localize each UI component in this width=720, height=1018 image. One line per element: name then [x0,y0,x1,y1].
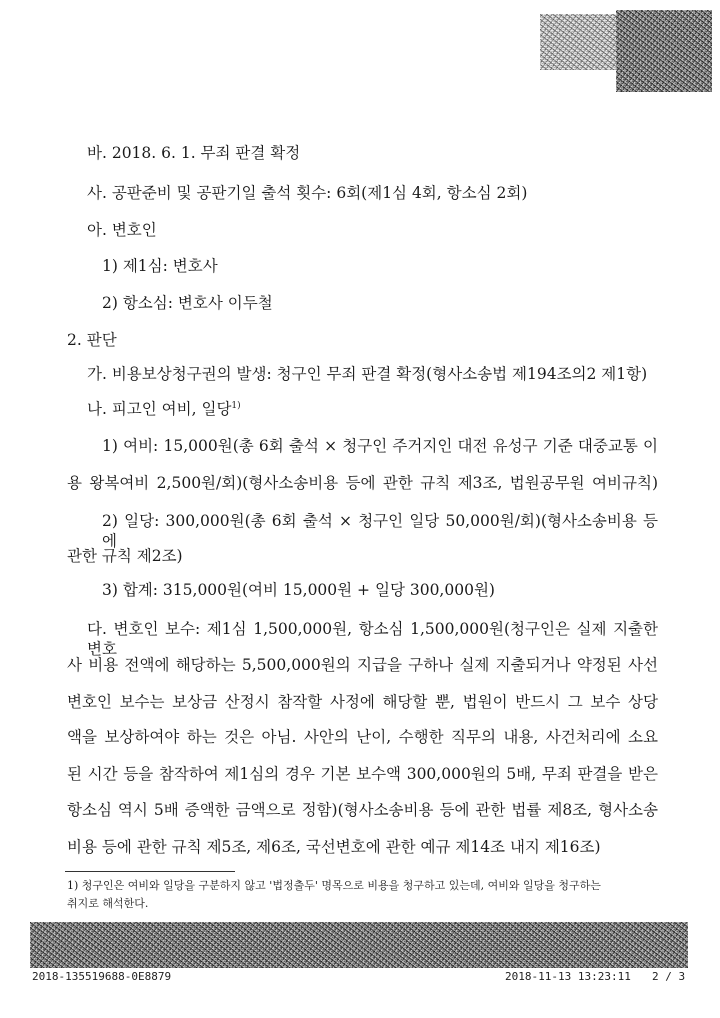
item-na-heading [87,399,241,419]
item-ga: 가. 비용보상청구권의 발생: 청구인 무죄 판결 확정(형사소송법 제194조의2 제1항) [87,365,648,383]
item-a-heading: 아. 변호인 [87,221,157,239]
item-na-2-line1: 2) 일당: 300,000원(총 6회 출석 × 청구인 일당 50,000원/회)(형사소송비용 등에 [102,512,658,550]
footnote-text-1: 청구인은 여비와 일당을 구분하지 않고 '법정출두' 명목으로 비용을 청구하고 있는데, 여비와 일당을 청구하는 [81,879,601,892]
document-id: 2018-135519688-0E8879 [32,970,172,983]
item-da-line7: 비용 등에 관한 규칙 제5조, 제6조, 국선변호에 관한 예규 제14조 내지 제16조) [67,838,601,856]
item-da-line1: 다. 변호인 보수: 제1심 1,500,000원, 항소심 1,500,000원(청구인은 실제 지출한 변호 [87,620,658,658]
footnote-line2: 취지로 해석한다. [67,897,149,910]
footnote-reference: 1) [231,400,241,411]
scan-noise-bottom [30,922,688,968]
item-a-2: 2) 항소심: 변호사 이두철 [102,294,273,312]
item-na-2-line2: 관한 규칙 제2조) [67,547,183,565]
footnote-divider [65,871,235,872]
item-na-1-line2: 용 왕복여비 2,500원/회)(형사소송비용 등에 관한 규칙 제3조, 법원공무원 여비규칙) [67,474,658,492]
footnote-marker: 1) [67,879,79,892]
item-sa: 사. 공판준비 및 공판기일 출석 횟수: 6회(제1심 4회, 항소심 2회) [87,184,528,202]
print-timestamp: 2018-11-13 13:23:11 [505,970,631,983]
item-na-3: 3) 합계: 315,000원(여비 15,000원 + 일당 300,000원) [102,581,495,599]
scan-barcode-pattern [616,10,712,92]
item-a-1: 1) 제1심: 변호사 [102,257,218,275]
section-2-heading: 2. 판단 [67,331,117,349]
item-ba: 바. 2018. 6. 1. 무죄 판결 확정 [87,144,301,162]
item-da-line4: 액을 보상하여야 하는 것은 아님. 사안의 난이, 수행한 직무의 내용, 사건처리에 소요 [67,728,658,746]
item-na-1-line1: 1) 여비: 15,000원(총 6회 출석 × 청구인 주거지인 대전 유성구 기준 대중교통 이 [102,437,658,455]
item-da-line3: 변호인 보수는 보상금 산정시 참작할 사정에 해당할 뿐, 법원이 반드시 그 보수 상당 [67,693,658,711]
scan-noise-top-left [540,14,616,70]
item-da-line5: 된 시간 등을 참작하여 제1심의 경우 기본 보수액 300,000원의 5배, 무죄 판결을 받은 [67,765,658,783]
item-da-line2: 사 비용 전액에 해당하는 5,500,000원의 지급을 구하나 실제 지출되거나 약정된 사선 [67,656,658,674]
item-da-line6: 항소심 역시 5배 증액한 금액으로 정함)(형사소송비용 등에 관한 법률 제8조, 형사소송 [67,801,658,819]
footnote-line1 [67,878,601,893]
page-number: 2 / 3 [652,970,686,983]
item-na-text: 나. 피고인 여비, 일당 [87,400,232,418]
